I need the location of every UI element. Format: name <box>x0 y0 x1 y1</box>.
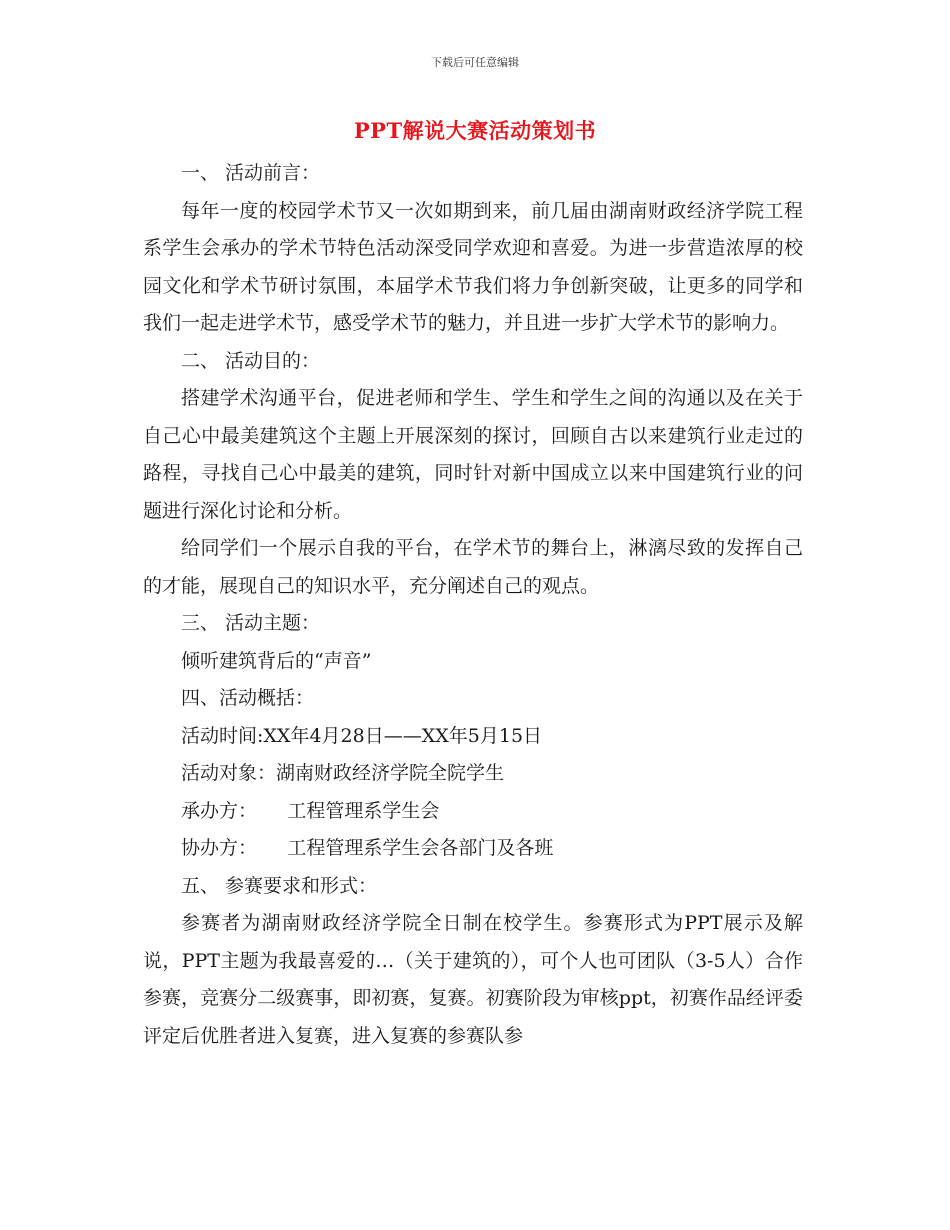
activity-target: 活动对象：湖南财政经济学院全院学生 <box>181 762 505 784</box>
section-2-paragraph-2: 给同学们一个展示自我的平台，在学术节的舞台上，淋漓尽致的发挥自己的才能，展现自己的知识水平，充分阐述自己的观点。 <box>143 537 803 597</box>
section-1-heading: 一、 活动前言： <box>181 162 321 184</box>
section-2-heading: 二、 活动目的： <box>181 349 321 372</box>
section-1-paragraph: 每年一度的校园学术节又一次如期到来，前几届由湖南财政经济学院工程系学生会承办的学术节特色活动深受同学欢迎和喜爱。为进一步营造浓厚的校园文化和学术节研讨氛围，本届学术节我们将力争创新突破，让更多的同学和我们一起走进学术节，感受学术节的魅力，并且进一步扩大学术节的影响力。 <box>143 199 803 334</box>
section-5-heading: 五、 参赛要求和形式： <box>181 874 378 897</box>
activity-time: 活动时间:XX年4月28日——XX年5月15日 <box>181 724 543 747</box>
co-organizer-line <box>143 830 803 868</box>
document-title: PPT解说大赛活动策划书 <box>353 118 597 143</box>
co-organizer-value: 工程管理系学生会各部门及各班 <box>287 837 554 859</box>
document-body <box>143 155 803 1055</box>
header-note: 下载后可任意编辑 <box>431 56 519 69</box>
co-organizer-label: 协办方： <box>181 837 258 859</box>
section-3-theme: 倾听建筑背后的“声音” <box>181 649 372 672</box>
organizer-label: 承办方： <box>181 799 258 822</box>
section-2-paragraph-1: 搭建学术沟通平台，促进老师和学生、学生和学生之间的沟通以及在关于自己心中最美建筑这个主题上开展深刻的探讨，回顾自古以来建筑行业走过的路程，寻找自己心中最美的建筑，同时针对新中国成立以来中国建筑行业的问题进行深化讨论和分析。 <box>143 387 803 522</box>
section-4-heading: 四、活动概括： <box>181 687 315 709</box>
section-5-paragraph: 参赛者为湖南财政经济学院全日制在校学生。参赛形式为PPT展示及解说，PPT主题为我最喜爱的…（关于建筑的），可个人也可团队（3-5人）合作参赛，竞赛分二级赛事，即初赛，复赛。初赛阶段为审核ppt，初赛作品经评委评定后优胜者进入复赛，进入复赛的参赛队参 <box>143 912 803 1047</box>
section-3-heading: 三、 活动主题： <box>181 612 321 634</box>
organizer-line <box>143 793 803 831</box>
organizer-value: 工程管理系学生会 <box>287 799 440 822</box>
